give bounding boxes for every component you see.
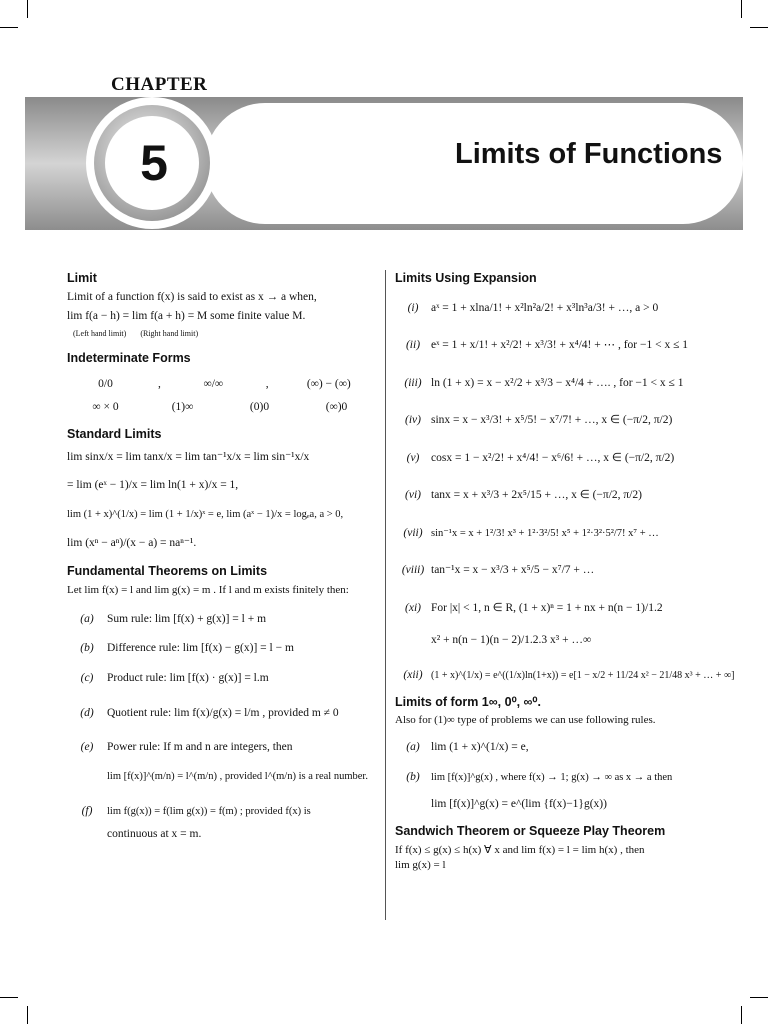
item-text: lim [f(x)]^g(x) = e^(lim {f(x)−1}g(x)) bbox=[431, 798, 607, 811]
form-item: (∞) − (∞) bbox=[306, 377, 351, 390]
expansion-item bbox=[395, 338, 730, 354]
indeterminate-row-1 bbox=[67, 377, 375, 393]
item-text: cosx = 1 − x²/2! + x⁴/4! − x⁶/6! + …, x ∈ (−π/2, π/2) bbox=[431, 451, 675, 464]
item-label: (xii) bbox=[403, 669, 423, 682]
formula-line: lim sinx/x = lim tanx/x = lim tan⁻¹x/x = lim sin⁻¹x/x bbox=[67, 451, 310, 464]
section-limits-using-expansion bbox=[395, 270, 735, 684]
section-limit bbox=[67, 270, 375, 340]
theorem-item bbox=[67, 770, 375, 784]
separator: , bbox=[157, 377, 161, 390]
item-text: Sum rule: lim [f(x) + g(x)] = l + m bbox=[107, 612, 267, 625]
formula-line: = lim (eˣ − 1)/x = lim ln(1 + x)/x = 1, bbox=[67, 479, 239, 491]
item-label: (ii) bbox=[405, 339, 421, 352]
item-text: lim f(g(x)) = f(lim g(x)) = f(m) ; provided f(x) is bbox=[107, 805, 311, 817]
item-text: Difference rule: lim [f(x) − g(x)] = l − m bbox=[107, 642, 294, 655]
left-column bbox=[67, 270, 375, 853]
item-label: (vi) bbox=[405, 489, 421, 502]
expansion-item bbox=[395, 376, 730, 392]
theorem-item bbox=[67, 612, 375, 628]
expansion-item bbox=[395, 413, 730, 429]
crop-mark bbox=[750, 997, 768, 998]
limit-definition: Limit of a function f(x) is said to exist as x → a when, bbox=[67, 290, 317, 303]
item-text: sinx = x − x³/3! + x⁵/5! − x⁷/7! + …, x ∈ (−π/2, π/2) bbox=[431, 414, 673, 427]
formula-line: lim (1 + x)^(1/x) = lim (1 + 1/x)ˣ = e, lim (aˣ − 1)/x = logₑa, a > 0, bbox=[67, 508, 344, 520]
indeterminate-row-2 bbox=[67, 400, 375, 416]
section-heading: Limit bbox=[67, 271, 97, 285]
separator: , bbox=[265, 377, 269, 390]
item-label: (d) bbox=[80, 707, 94, 720]
item-label: (b) bbox=[80, 642, 94, 655]
rule-item bbox=[395, 740, 730, 756]
item-text: Product rule: lim [f(x) · g(x)] = l.m bbox=[107, 671, 269, 684]
theorem-item bbox=[67, 706, 375, 722]
section-heading: Fundamental Theorems on Limits bbox=[67, 564, 268, 579]
limit-formula: lim f(a − h) = lim f(a + h) = M some finite value M. bbox=[67, 310, 306, 323]
right-column bbox=[395, 270, 735, 882]
section-limits-of-form bbox=[395, 694, 730, 813]
crop-mark bbox=[0, 997, 18, 998]
right-hand-limit-note: (Right hand limit) bbox=[140, 328, 199, 338]
section-sandwich-theorem bbox=[395, 823, 730, 873]
section-heading: Sandwich Theorem or Squeeze Play Theorem bbox=[395, 823, 666, 838]
sandwich-text-2: lim g(x) = l bbox=[395, 858, 446, 871]
crop-mark bbox=[27, 1006, 28, 1024]
item-label: (e) bbox=[80, 740, 94, 753]
section-fundamental-theorems bbox=[67, 563, 375, 843]
section-indeterminate-forms bbox=[67, 350, 375, 416]
item-text: Quotient rule: lim f(x)/g(x) = l/m , provided m ≠ 0 bbox=[107, 707, 339, 720]
item-label: (i) bbox=[407, 301, 419, 314]
item-text: aˣ = 1 + xlna/1! + x²ln²a/2! + x³ln³a/3! + …, a > 0 bbox=[431, 301, 659, 314]
left-hand-limit-note: (Left hand limit) bbox=[73, 328, 127, 338]
crop-mark bbox=[741, 1006, 742, 1024]
form-item: ∞ × 0 bbox=[92, 401, 119, 414]
expansion-item bbox=[395, 633, 730, 649]
item-label: (a) bbox=[80, 612, 94, 625]
rule-item bbox=[395, 770, 730, 786]
section-heading: Limits of form 1∞, 0⁰, ∞⁰. bbox=[395, 694, 541, 709]
formula-line: lim (xⁿ − aⁿ)/(x − a) = naⁿ⁻¹. bbox=[67, 536, 197, 549]
section-heading: Limits Using Expansion bbox=[395, 271, 537, 285]
expansion-item bbox=[395, 488, 730, 504]
chapter-number: 5 bbox=[140, 135, 168, 191]
item-text: sin⁻¹x = x + 1²/3! x³ + 1²·3²/5! x⁵ + 1²·3²·5²/7! x⁷ + … bbox=[431, 527, 659, 539]
form-item: (1)∞ bbox=[171, 401, 194, 414]
section-standard-limits bbox=[67, 426, 375, 552]
theorem-intro: Let lim f(x) = l and lim g(x) = m . If l and m exists finitely then: bbox=[67, 584, 349, 597]
form-item: (∞)0 bbox=[325, 401, 348, 414]
limit-notes bbox=[67, 329, 375, 340]
expansion-item bbox=[395, 451, 730, 467]
form-item: ∞/∞ bbox=[203, 377, 224, 390]
item-label: (f) bbox=[81, 804, 93, 817]
chapter-label: CHAPTER bbox=[111, 74, 208, 95]
section-heading: Standard Limits bbox=[67, 426, 162, 441]
expansion-item bbox=[395, 526, 730, 542]
chapter-title: Limits of Functions bbox=[455, 138, 723, 170]
expansion-item bbox=[395, 301, 730, 317]
expansion-item bbox=[395, 601, 730, 617]
item-label: (c) bbox=[80, 671, 94, 684]
form-item: 0/0 bbox=[98, 377, 113, 390]
theorem-item bbox=[67, 641, 375, 657]
item-label: (b) bbox=[406, 770, 420, 783]
item-text: tan⁻¹x = x − x³/3 + x⁵/5 − x⁷/7 + … bbox=[431, 564, 595, 577]
item-text: tanx = x + x³/3 + 2x⁵/15 + …, x ∈ (−π/2, π/2) bbox=[431, 489, 643, 502]
item-text: lim [f(x)]^(m/n) = l^(m/n) , provided l^(m/n) is a real number. bbox=[107, 770, 368, 782]
item-label: (v) bbox=[406, 451, 420, 464]
item-text: continuous at x = m. bbox=[107, 828, 202, 841]
item-text: (1 + x)^(1/x) = e^((1/x)ln(1+x)) = e[1 − x/2 + 11/24 x² − 21/48 x³ + … + ∞] bbox=[431, 670, 735, 682]
item-label: (xi) bbox=[405, 602, 421, 614]
theorem-item bbox=[67, 804, 375, 820]
item-text: eˣ = 1 + x/1! + x²/2! + x³/3! + x⁴/4! + ⋯ , for −1 < x ≤ 1 bbox=[431, 339, 689, 352]
item-label: (iv) bbox=[405, 414, 421, 427]
item-label: (a) bbox=[406, 741, 420, 754]
theorem-item bbox=[67, 827, 375, 843]
item-text: lim (1 + x)^(1/x) = e, bbox=[431, 741, 529, 754]
section-intro: Also for (1)∞ type of problems we can use following rules. bbox=[395, 714, 656, 727]
item-text: ln (1 + x) = x − x²/2 + x³/3 − x⁴/4 + …. , for −1 < x ≤ 1 bbox=[431, 376, 684, 389]
theorem-item bbox=[67, 740, 375, 756]
form-item: (0)0 bbox=[249, 401, 270, 414]
column-divider bbox=[385, 270, 386, 920]
item-text: x² + n(n − 1)(n − 2)/1.2.3 x³ + …∞ bbox=[431, 633, 592, 646]
chapter-banner bbox=[0, 0, 768, 240]
expansion-item bbox=[395, 563, 730, 579]
item-label: (iii) bbox=[404, 376, 422, 389]
rule-item bbox=[395, 797, 730, 813]
theorem-item bbox=[67, 671, 375, 687]
item-text: Power rule: If m and n are integers, then bbox=[107, 740, 293, 753]
sandwich-text: If f(x) ≤ g(x) ≤ h(x) ∀ x and lim f(x) = l = lim h(x) , then bbox=[395, 843, 645, 856]
expansion-item bbox=[395, 668, 735, 684]
item-text: lim [f(x)]^g(x) , where f(x) → 1; g(x) → ∞ as x → a then bbox=[431, 771, 673, 783]
item-label: (vii) bbox=[403, 526, 423, 539]
item-text: For |x| < 1, n ∈ R, (1 + x)ⁿ = 1 + nx + n(n − 1)/1.2 bbox=[431, 602, 663, 614]
item-label: (viii) bbox=[401, 564, 425, 577]
section-heading: Indeterminate Forms bbox=[67, 350, 191, 365]
